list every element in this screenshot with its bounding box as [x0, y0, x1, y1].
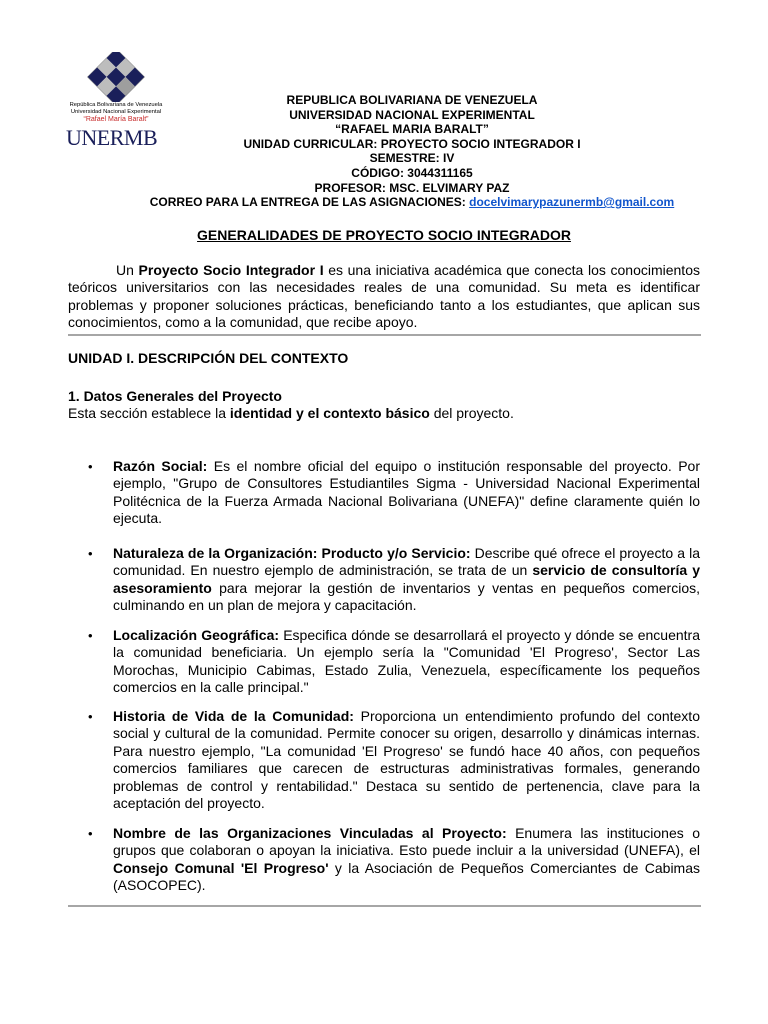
item-bold: servicio de consultoría y asesoramiento	[113, 562, 700, 596]
bullet-icon: •	[88, 826, 93, 841]
seal-line-1: República Bolivariana de Venezuela	[69, 102, 163, 108]
bullet-icon: •	[88, 546, 93, 561]
header-line-5: SEMESTRE: IV	[369, 151, 455, 166]
item-label: Razón Social:	[113, 458, 208, 474]
header-line-4: UNIDAD CURRICULAR: PROYECTO SOCIO INTEGRADOR I	[243, 136, 581, 151]
section-desc-bold: identidad y el contexto básico	[229, 405, 430, 421]
list-item	[88, 825, 700, 895]
bullet-icon: •	[88, 628, 93, 643]
item-text-end: y la Asociación de Pequeños Comerciantes de Cabimas (ASOCOPEC).	[113, 859, 700, 894]
item-text-end: para mejorar la gestión de inventarios y ventas en pequeños comercios, culminando en un plan de mejora y capacitación.	[113, 579, 700, 614]
divider-bottom	[68, 905, 701, 907]
item-label: Nombre de las Organizaciones Vinculadas al Proyecto:	[113, 825, 507, 841]
seal-line-3: “Rafael María Baralt”	[83, 116, 149, 123]
section-description	[68, 405, 514, 421]
header-email-line	[60, 195, 764, 210]
document-title: GENERALIDADES DE PROYECTO SOCIO INTEGRADOR	[197, 227, 571, 243]
item-label: Naturaleza de la Organización: Producto y/o Servicio:	[113, 545, 471, 561]
item-text: Especifica dónde se desarrollará el proyecto y dónde se encuentra la comunidad beneficiaria. Un ejemplo sería la "Comunidad 'El Progreso', Sector Las Morochas, Municipio Cabimas, Estado Zulia, Venezuela, específicamente los pequeños comercios en la calle principal."	[113, 627, 700, 696]
list-item	[88, 545, 700, 615]
header-line-2: UNIVERSIDAD NACIONAL EXPERIMENTAL	[289, 107, 535, 122]
intro-pre: Un	[116, 262, 139, 278]
list-item	[88, 627, 700, 697]
seal-line-2: Universidad Nacional Experimental	[70, 109, 162, 115]
bullet-icon: •	[88, 709, 93, 724]
item-bold: Consejo Comunal 'El Progreso'	[113, 859, 329, 876]
document-header	[60, 93, 764, 210]
divider-top	[68, 334, 701, 336]
item-label: Historia de Vida de la Comunidad:	[113, 708, 354, 724]
email-link[interactable]: docelvimarypazunermb@gmail.com	[469, 195, 675, 210]
item-text: Es el nombre oficial del equipo o institución responsable del proyecto. Por ejemplo, "Grupo de Consultores Estudiantiles Sigma - Universidad Nacional Experimental Politécnica de la Fuerza Armada Nacional Bolivariana (UNEFA)" define claramente quién lo ejecuta.	[113, 458, 700, 527]
bullet-icon: •	[88, 459, 93, 474]
logo-brand: UNERMB	[66, 125, 158, 150]
header-line-7: PROFESOR: MSC. ELVIMARY PAZ	[314, 180, 510, 195]
section-desc-post: del proyecto.	[429, 405, 514, 421]
unit-title: UNIDAD I. DESCRIPCIÓN DEL CONTEXTO	[68, 350, 349, 366]
intro-post: es una iniciativa académica que conecta los conocimientos teóricos universitarios con las necesidades reales de una comunidad. Su meta es identificar problemas y proponer soluciones prácticas, beneficiando tanto a los estudiantes, que aplican sus conocimientos, como a la comunidad, que recibe apoyo.	[68, 262, 700, 330]
section-title: 1. Datos Generales del Proyecto	[68, 388, 282, 404]
item-text: Enumera las instituciones o grupos que colaboran o apoyan la iniciativa. Esto puede incluir a la universidad (UNEFA), el	[113, 825, 700, 859]
item-label: Localización Geográfica:	[113, 627, 280, 643]
header-line-6: CÓDIGO: 3044311165	[351, 165, 473, 180]
item-text: Proporciona un entendimiento profundo del contexto social y cultural de la comunidad. Permite conocer su origen, desarrollo y dinámicas internas. Para nuestro ejemplo, "La comunidad 'El Progreso' se fundó hace 40 años, con pequeños comercios familiares que carecen de estructuras administrativas formales, generando problemas de control y rentabilidad." Destaca su sentido de pertenencia, clave para la aceptación del proyecto.	[113, 708, 700, 812]
email-label: CORREO PARA LA ENTREGA DE LAS ASIGNACIONES:	[149, 195, 470, 210]
list-item	[88, 708, 700, 812]
intro-paragraph	[68, 262, 700, 331]
list-item	[88, 458, 700, 528]
item-text: Describe qué ofrece el proyecto a la comunidad. En nuestro ejemplo de administración, se trata de un	[113, 545, 700, 579]
section-desc-pre: Esta sección establece la	[68, 405, 230, 421]
header-line-1: REPUBLICA BOLIVARIANA DE VENEZUELA	[286, 93, 538, 107]
header-line-3: “RAFAEL MARIA BARALT”	[335, 122, 489, 137]
intro-bold: Proyecto Socio Integrador I	[138, 262, 324, 278]
